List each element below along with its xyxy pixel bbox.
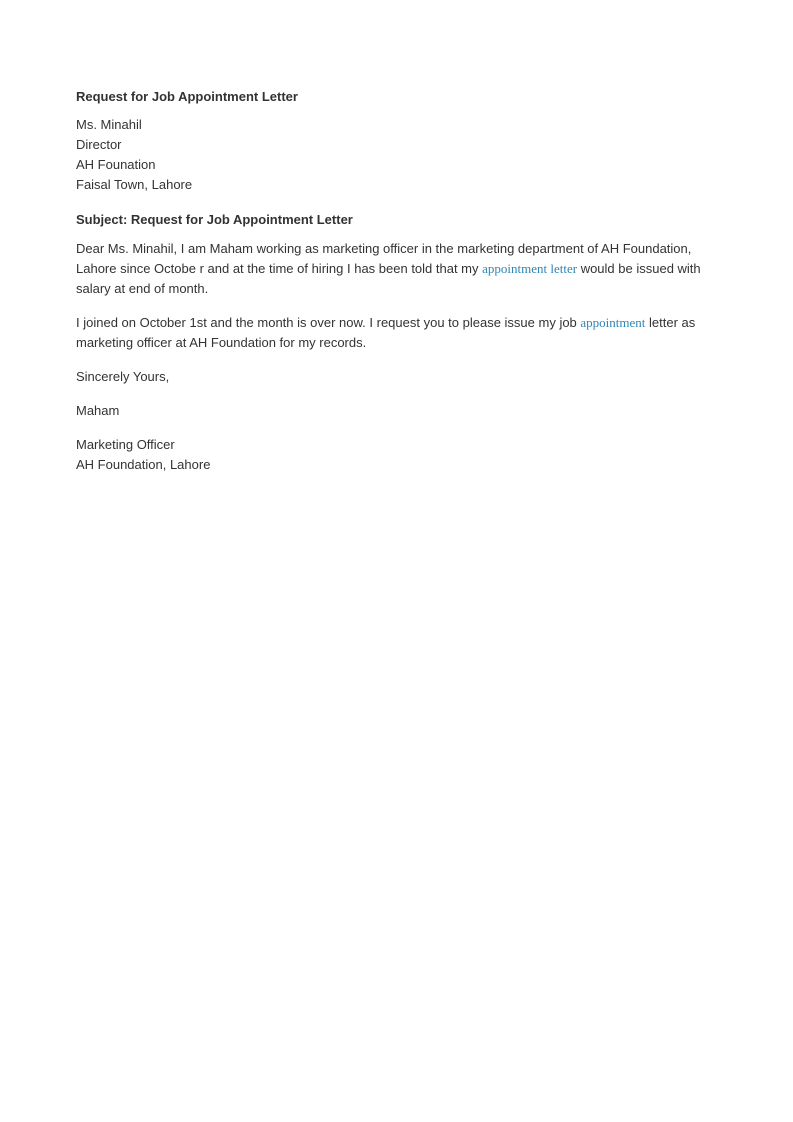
recipient-organization: AH Founation	[76, 157, 156, 172]
appointment-letter-link[interactable]: appointment letter	[482, 261, 578, 276]
sender-signature-block	[76, 435, 716, 475]
paragraph-1-line-2-text: Lahore since Octobe r and at the time of hiring I has been told that my	[76, 261, 483, 276]
sender-organization: AH Foundation, Lahore	[76, 457, 211, 472]
paragraph-2-line-2: marketing officer at AH Foundation for my records.	[76, 335, 367, 350]
appointment-link[interactable]: appointment	[580, 315, 646, 330]
letter-page	[76, 88, 716, 489]
letter-heading: Request for Job Appointment Letter	[76, 89, 298, 104]
paragraph-1-line-2	[76, 259, 716, 279]
paragraph-2-line-1-tail: letter as	[645, 315, 696, 330]
recipient-address-block	[76, 115, 716, 195]
paragraph-1-line-2-tail: would be issued with	[577, 261, 701, 276]
recipient-address: Faisal Town, Lahore	[76, 177, 193, 192]
recipient-name: Ms. Minahil	[76, 117, 142, 132]
paragraph-1-line-3: salary at end of month.	[76, 281, 209, 296]
paragraph-1-line-1: Dear Ms. Minahil, I am Maham working as marketing officer in the marketing department of AH Foundation,	[76, 241, 692, 256]
closing-salutation: Sincerely Yours,	[76, 369, 170, 384]
body-paragraph-2	[76, 313, 716, 353]
paragraph-2-line-1-text: I joined on October 1st and the month is over now. I request you to please issue my job	[76, 315, 581, 330]
recipient-title: Director	[76, 137, 122, 152]
body-paragraph-1	[76, 239, 716, 299]
sender-name: Maham	[76, 403, 120, 418]
letter-subject: Subject: Request for Job Appointment Letter	[76, 212, 353, 227]
paragraph-2-line-1	[76, 313, 716, 333]
sender-title: Marketing Officer	[76, 437, 175, 452]
